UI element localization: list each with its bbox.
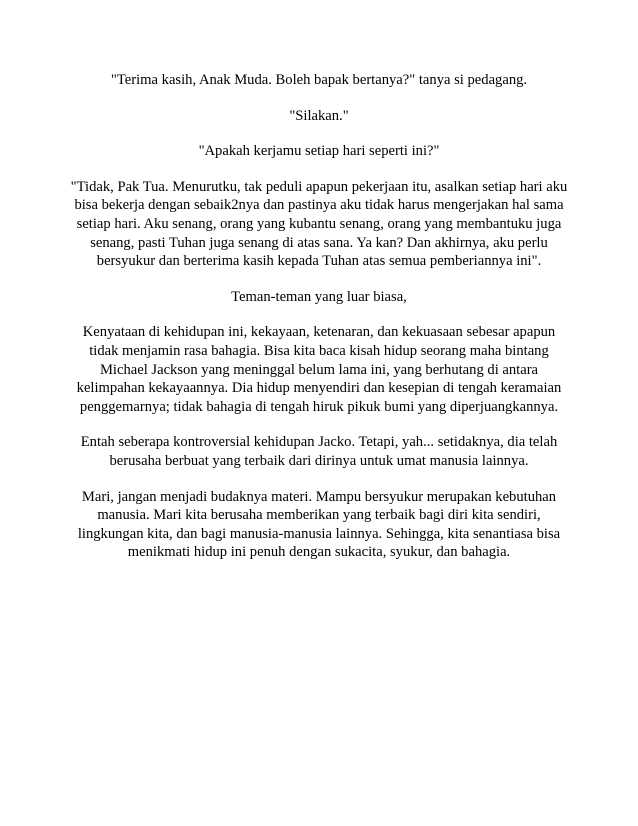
paragraph-merchant-thanks: "Terima kasih, Anak Muda. Boleh bapak bertanya?" tanya si pedagang. [110, 72, 528, 88]
paragraph-question: "Apakah kerjamu setiap hari seperti ini?" [198, 143, 440, 160]
paragraph-jacko: Entah seberapa kontroversial kehidupan Jacko. Tetapi, yah... setidaknya, dia telah berusaha berbuat yang terbaik dari dirinya untuk umat manusia lainnya. [80, 434, 558, 469]
paragraph-silakan: "Silakan." [289, 107, 349, 124]
document-body [68, 71, 570, 579]
paragraph-closing: Mari, jangan menjadi budaknya materi. Mampu bersyukur merupakan kebutuhan manusia. Mari kita berusaha memberikan yang terbaik bagi diri kita sendiri, lingkungan kita, dan bagi manusia-manusia lainnya. Sehingga, kita senantiasa bisa menikmati hidup ini penuh dengan sukacita, syukur, dan bahagia. [77, 488, 561, 561]
paragraph-greeting: Teman-teman yang luar biasa, [231, 288, 407, 305]
paragraph-reality: Kenyataan di kehidupan ini, kekayaan, ketenaran, dan kekuasaan sebesar apapun tidak menjamin rasa bahagia. Bisa kita baca kisah hidup seorang maha bintang Michael Jackson yang meninggal belum lama ini, yang berhutang di antara kelimpahan kekayaannya. Dia hidup menyendiri dan kesepian di tengah keramaian penggemarnya; tidak bahagia di tengah hiruk pikuk bumi yang diperjuangkannya. [76, 324, 562, 415]
paragraph-answer: "Tidak, Pak Tua. Menurutku, tak peduli apapun pekerjaan itu, asalkan setiap hari aku bisa bekerja dengan sebaik2nya dan pastinya aku tidak harus mengerjakan hal sama setiap hari. Aku senang, orang yang kubantu senang, orang yang membantuku juga senang, pasti Tuhan juga senang di atas sana. Ya kan? Dan akhirnya, aku perlu bersyukur dan berterima kasih kepada Tuhan atas semua pemberiannya ini". [70, 178, 568, 270]
